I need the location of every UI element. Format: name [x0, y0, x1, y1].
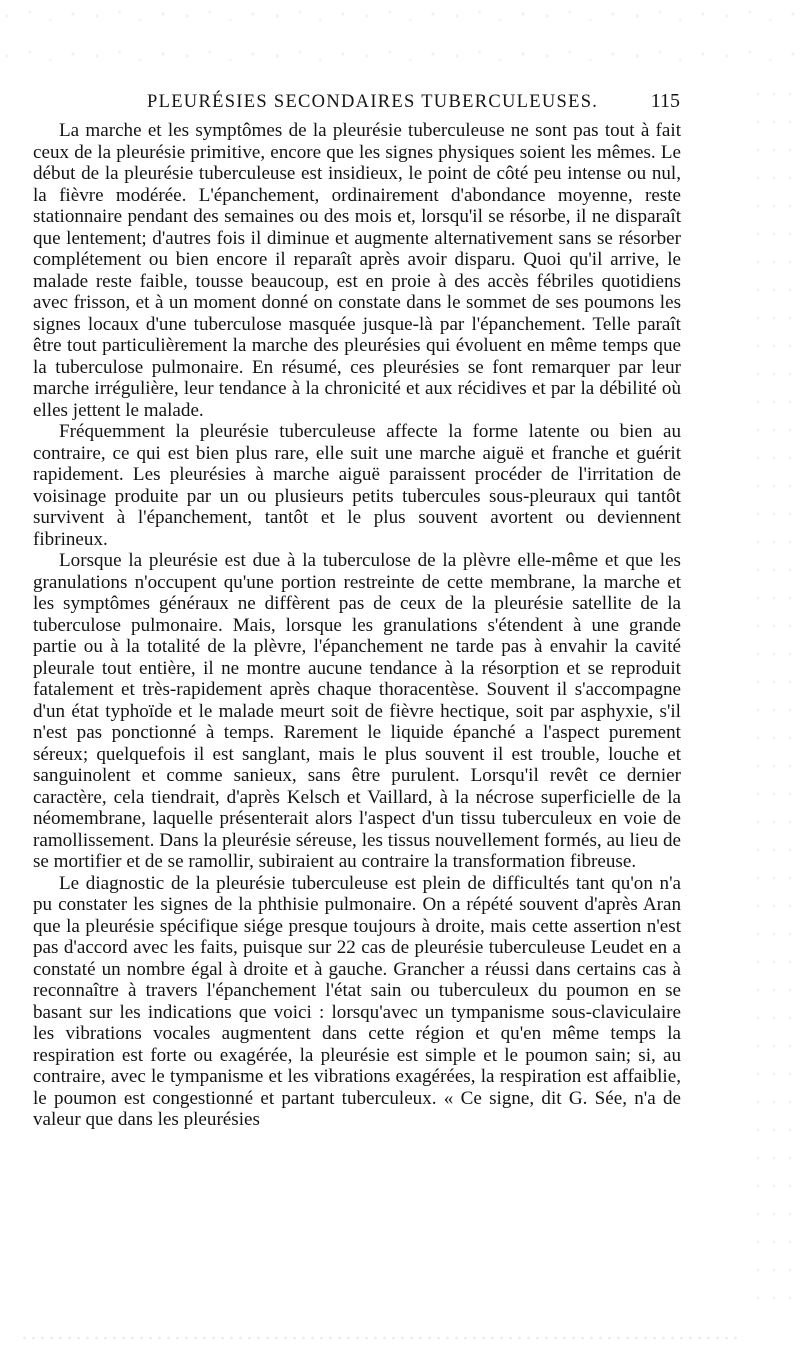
page-header [35, 90, 680, 120]
running-head: PLEURÉSIES SECONDAIRES TUBERCULEUSES. [147, 92, 599, 112]
paragraph-2: Fréquemment la pleurésie tuberculeuse affecte la forme latente ou bien au contraire, ce qui est bien plus rare, elle suit une marche aiguë et franche et guérit rapidement. Les pleurésies à marche aiguë paraissent procéder de l'irritation de voisinage produite par un ou plusieurs petits tubercules sous-pleuraux qui tantôt survivent à l'épanchement, tantôt et le plus souvent avortent ou deviennent fibrineux. [33, 421, 681, 550]
scan-noise-margin [750, 80, 800, 1300]
body-text [33, 120, 681, 1131]
scan-noise-top [0, 0, 800, 70]
scan-noise-bottom [20, 1334, 740, 1342]
paragraph-3: Lorsque la pleurésie est due à la tuberculose de la plèvre elle-même et que les granulations n'occupent qu'une portion restreinte de cette membrane, la marche et les symptômes généraux ne diffèrent pas de ceux de la pleurésie satellite de la tuberculose pulmonaire. Mais, lorsque les granulations s'étendent à une grande partie ou à la totalité de la plèvre, l'épanchement ne tarde pas à envahir la cavité pleurale tout entière, il ne montre aucune tendance à la résorption et se reproduit fatalement et très-rapidement après chaque thoracentèse. Souvent il s'accompagne d'un état typhoïde et le malade meurt soit de fièvre hectique, soit par asphyxie, s'il n'est pas ponctionné à temps. Rarement le liquide épanché a l'aspect purement séreux; quelquefois il est sanglant, mais le plus souvent il est trouble, louche et sanguinolent et comme sanieux, sans être purulent. Lorsqu'il revêt ce dernier caractère, cela tiendrait, d'après Kelsch et Vaillard, à la nécrose superficielle de la néomembrane, laquelle présenterait alors l'aspect d'un tissu tuberculeux en voie de ramollissement. Dans la pleurésie séreuse, les tissus nouvellement formés, au lieu de se mortifier et de se ramollir, subiraient au contraire la transformation fibreuse. [33, 550, 681, 872]
paragraph-4: Le diagnostic de la pleurésie tuberculeuse est plein de difficultés tant qu'on n'a pu constater les signes de la phthisie pulmonaire. On a répété souvent d'après Aran que la pleurésie spécifique siége presque toujours à droite, mais cette assertion n'est pas d'accord avec les faits, puisque sur 22 cas de pleurésie tuberculeuse Leudet en a constaté un nombre égal à droite et à gauche. Grancher a réussi dans certains cas à reconnaître à travers l'épanchement l'état sain ou tuberculeux du poumon en se basant sur les indications que voici : lorsqu'avec un tympanisme sous-claviculaire les vibrations vocales augmentent dans cette région et qu'en même temps la respiration est forte ou exagérée, la pleurésie est simple et le poumon sain; si, au contraire, avec le tympanisme et les vibrations exagérées, la respiration est affaiblie, le poumon est congestionné et partant tuberculeux. « Ce signe, dit G. Sée, n'a de valeur que dans les pleurésies [33, 872, 681, 1130]
paragraph-1: La marche et les symptômes de la pleurésie tuberculeuse ne sont pas tout à fait ceux de la pleurésie primitive, encore que les signes physiques soient les mêmes. Le début de la pleurésie tuberculeuse est insidieux, le point de côté peu intense ou nul, la fièvre modérée. L'épanchement, ordinairement d'abondance moyenne, reste stationnaire pendant des semaines ou des mois et, lorsqu'il se résorbe, il ne disparaît que lentement; d'autres fois il diminue et augmente alternativement sans se résorber complétement ou bien encore il reparaît après avoir disparu. Quoi qu'il arrive, le malade reste faible, tousse beaucoup, est en proie à des accès fébriles quotidiens avec frisson, et à un moment donné on constate dans le sommet de ses poumons les signes locaux d'une tuberculose masquée jusque-là par l'épanchement. Telle paraît être tout particulièrement la marche des pleurésies qui évoluent en même temps que la tuberculose pulmonaire. En résumé, ces pleurésies se font remarquer par leur marche irrégulière, leur tendance à la chronicité et aux récidives et par la débilité où elles jettent le malade. [33, 120, 681, 421]
page-number: 115 [650, 90, 680, 112]
